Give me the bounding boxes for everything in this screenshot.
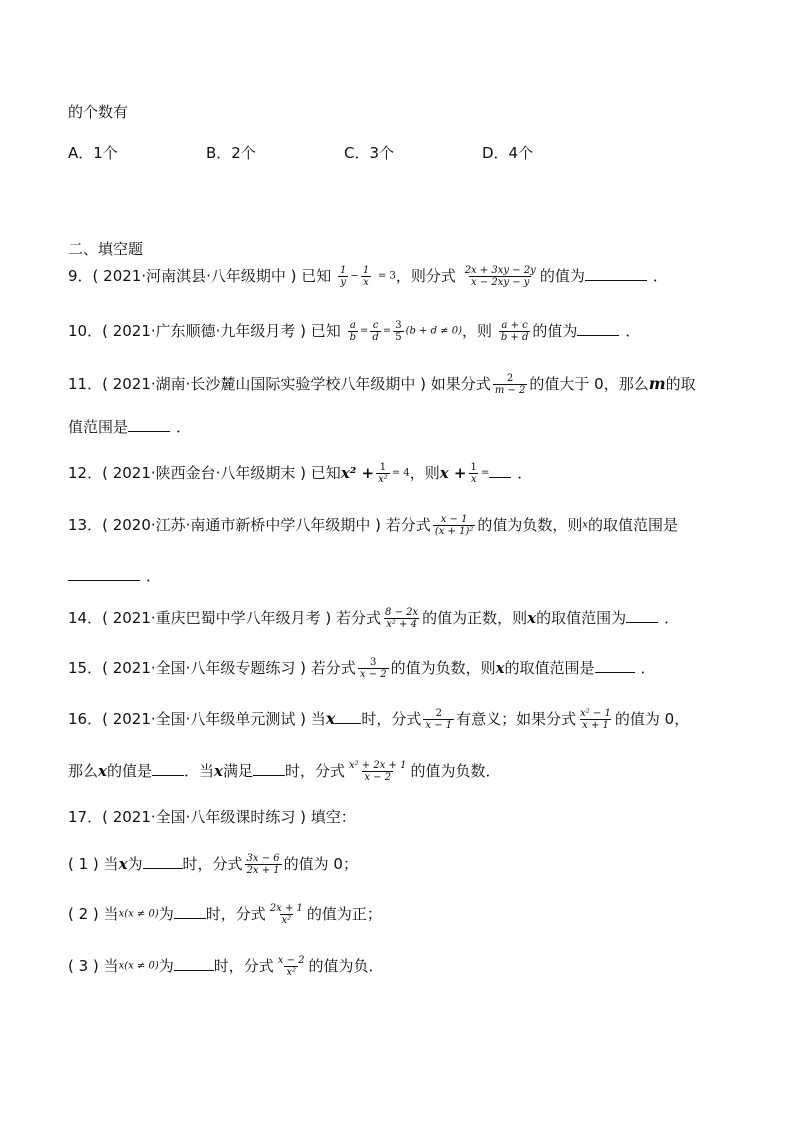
answer-blank[interactable] bbox=[626, 608, 658, 623]
section-title: 二、填空题 bbox=[68, 240, 144, 258]
answer-blank[interactable] bbox=[152, 761, 184, 776]
fraction: $\frac{2x + 3xy - 2y}{x - 2xy - y}$ bbox=[464, 265, 536, 288]
question-17-part-1: ( 1 ) 当x为 时，分式 $\frac{3x - 6}{2x + 1}$ 的值为 0； bbox=[68, 853, 358, 876]
answer-blank[interactable] bbox=[335, 709, 361, 724]
option-a: A．1个 bbox=[68, 144, 118, 162]
question-16: 16．( 2021·全国·八年级单元测试 ) 当x 时，分式 $\frac{2}{x - 1}$ 有意义；如果分式 $\frac{\text{x² − 1}}{x + 1}$ 的值为 0， bbox=[68, 708, 690, 731]
question-17-part-2: ( 2 ) 当x(x ≠ 0)为 时，分式 $\frac{2x + 1}{\text{x²}}$ 的值为正； bbox=[68, 903, 382, 926]
question-14: 14．( 2021·重庆巴蜀中学八年级月考 ) 若分式 $\frac{8 - 2x}{\text{x² + 4}}$ 的值为正数，则x的取值范围为 ． bbox=[68, 607, 680, 630]
question-17-part-3: ( 3 ) 当x(x ≠ 0)为 时，分式 $\frac{x - 2}{\text{x²}}$ 的值为负． bbox=[68, 955, 384, 978]
question-11: 11．( 2021·湖南·长沙麓山国际实验学校八年级期中 ) 如果分式 $\frac{2}{m - 2}$ 的值大于 0，那么m的取 bbox=[68, 373, 696, 396]
answer-blank[interactable] bbox=[174, 956, 214, 971]
q9-prefix: 9．( 2021·河南淇县·八年级期中 ) 已知 bbox=[68, 267, 332, 285]
question-17: 17．( 2021·全国·八年级课时练习 ) 填空： bbox=[68, 808, 356, 826]
question-9: 9．( 2021·河南淇县·八年级期中 ) 已知 $\frac{1}{y}$ − $\frac{1}{x}$ = 3，则分式 $\frac{2x + 3xy - 2y}{x - 2xy - y}$ 的值为 ． bbox=[68, 265, 668, 288]
option-c: C．3个 bbox=[344, 144, 395, 162]
answer-blank[interactable] bbox=[253, 761, 285, 776]
answer-blank[interactable] bbox=[595, 658, 635, 673]
question-13: 13．( 2020·江苏·南通市新桥中学八年级期中 ) 若分式 $\frac{x - 1}{\text{(x + 1)²}}$ 的值为负数，则x的取值范围是 bbox=[68, 514, 679, 537]
answer-blank[interactable] bbox=[128, 417, 170, 432]
answer-blank[interactable] bbox=[585, 266, 647, 281]
option-b: B．2个 bbox=[206, 144, 256, 162]
question-16-line2: 那么x的值是 ．当x满足 时，分式 $\frac{\text{x² + 2x + 1}}{x - 2}$ 的值为负数． bbox=[68, 760, 501, 783]
fraction: $\frac{1}{x}$ bbox=[362, 265, 370, 288]
question-8-tail: 的个数有 bbox=[68, 103, 129, 121]
question-15: 15．( 2021·全国·八年级专题练习 ) 若分式 $\frac{3}{x - 2}$ 的值为负数，则x的取值范围是 ． bbox=[68, 657, 656, 680]
answer-blank[interactable] bbox=[68, 566, 140, 581]
question-12: 12．( 2021·陕西金台·八年级期末 ) 已知x² + $\frac{1}{\text{x²}}$ = 4，则x + $\frac{1}{x}$ = ． bbox=[68, 462, 533, 485]
answer-blank[interactable] bbox=[143, 854, 183, 869]
question-11-line2: 值范围是 ． bbox=[68, 418, 192, 436]
question-13-line2: ． bbox=[68, 566, 161, 586]
question-10: 10．( 2021·广东顺德·九年级月考 ) 已知 $\frac{a}{b}$ = $\frac{c}{d}$ = $\frac{3}{5}$ (b + d ≠ 0)，则 $\frac{a + c}{b + d}$ 的值为 ． bbox=[68, 320, 641, 343]
option-d: D．4个 bbox=[482, 144, 534, 162]
answer-blank[interactable] bbox=[489, 463, 511, 478]
fraction: $\frac{1}{y}$ bbox=[340, 265, 347, 288]
answer-blank[interactable] bbox=[577, 321, 619, 336]
answer-blank[interactable] bbox=[174, 904, 206, 919]
